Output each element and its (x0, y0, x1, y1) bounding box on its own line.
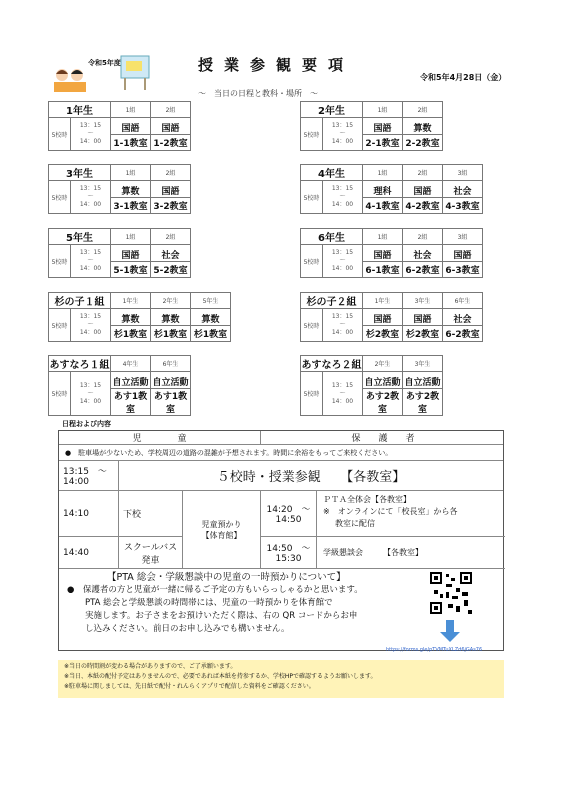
event-date: 令和5年4月28日（金） (420, 73, 507, 82)
group-label: 4年生 (111, 356, 151, 372)
class-table-grade4 (300, 164, 483, 214)
time-range: 13：15 ～ 14：00 (71, 181, 111, 214)
time-range: 13：15 ～ 14：00 (71, 372, 111, 416)
group-label: 1組 (111, 229, 151, 245)
time-range: 13：15 ～ 14：00 (323, 309, 363, 342)
room: 4-1教室 (363, 198, 403, 214)
period-label: 5校時 (301, 118, 323, 151)
period-label: 5校時 (301, 181, 323, 214)
group-label: 6年生 (151, 356, 191, 372)
group-label: 1組 (363, 229, 403, 245)
subject: 自立活動 (111, 372, 151, 389)
class-name: 5年生 (49, 229, 111, 245)
period-label: 5校時 (49, 245, 71, 278)
blackboard-illustration (118, 52, 152, 92)
subject: 算数 (111, 309, 151, 326)
childcare-notice-line: PTA 総会と学級懇談の時間帯には、児童の一時預かりを体育館で (85, 598, 333, 608)
class-name: 杉の子２組 (301, 293, 363, 309)
children-column-header: 児 童 (59, 431, 261, 444)
schedule-header-row (59, 431, 503, 445)
class-name: あすなろ２組 (301, 356, 363, 372)
class-table-asunaro2 (300, 355, 443, 416)
time-range: 13：15 ～ 14：00 (323, 245, 363, 278)
subject: 国語 (443, 245, 483, 262)
subject: 自立活動 (151, 372, 191, 389)
note-line: ※当日の時間割が変わる場合がありますので、ご了承願います。 (64, 663, 237, 670)
room: 1-1教室 (111, 135, 151, 151)
subject: 自立活動 (403, 372, 443, 389)
period-label: 5校時 (49, 118, 71, 151)
period-label: 5校時 (301, 245, 323, 278)
parents-column-header: 保 護 者 (351, 434, 415, 444)
time-1450: 14:50 ～ 15:30 (261, 537, 317, 569)
room: 6-2教室 (403, 262, 443, 278)
room: 4-3教室 (443, 198, 483, 214)
subject: 算数 (403, 118, 443, 135)
group-label: 2組 (151, 165, 191, 181)
room: 6-3教室 (443, 262, 483, 278)
group-label: 2年生 (363, 356, 403, 372)
group-label: 1組 (363, 102, 403, 118)
leave-school: 下校 (119, 491, 183, 537)
notes-box (58, 660, 504, 698)
pta-meeting: ＰＴＡ全体会【各教室】 ※ オンラインにて「校長室」から各 教室に配信 (317, 491, 505, 537)
room: 3-1教室 (111, 198, 151, 214)
slot-time: 13:15 ～ 14:00 (59, 461, 119, 490)
room: 杉2教室 (363, 326, 403, 342)
class-name: 1年生 (49, 102, 111, 118)
time-range: 13：15 ～ 14：00 (323, 118, 363, 151)
subject: 国語 (151, 181, 191, 198)
group-label: 1年生 (363, 293, 403, 309)
time-range: 13：15 ～ 14：00 (71, 309, 111, 342)
parking-note: ● 駐車場が少ないため、学校周辺の道路の混雑が予想されます。時間に余裕をもってご来校ください。 (59, 445, 503, 461)
class-table-grade6 (300, 228, 483, 278)
group-label: 2組 (403, 102, 443, 118)
subject: 国語 (363, 309, 403, 326)
subject: 国語 (363, 118, 403, 135)
time-range: 13：15 ～ 14：00 (71, 245, 111, 278)
group-label: 3年生 (403, 293, 443, 309)
subject: 算数 (111, 181, 151, 198)
room: 4-2教室 (403, 198, 443, 214)
children-illustration (52, 66, 88, 94)
subject: 国語 (403, 181, 443, 198)
room: 杉1教室 (151, 326, 191, 342)
group-label: 2組 (151, 229, 191, 245)
period-label: 5校時 (49, 372, 71, 416)
class-name: 2年生 (301, 102, 363, 118)
childcare-notice-title: 【PTA 総会・学級懇談中の児童の一時預かりについて】 (107, 572, 346, 583)
period-label: 5校時 (301, 372, 323, 416)
class-table-sugi2 (300, 292, 483, 342)
subject: 社会 (443, 309, 483, 326)
subject: 自立活動 (363, 372, 403, 389)
page-title: 授業参観要項 (198, 56, 355, 74)
group-label: 5年生 (191, 293, 231, 309)
class-table-grade3 (48, 164, 191, 214)
group-label: 1年生 (111, 293, 151, 309)
group-label: 3組 (443, 165, 483, 181)
subject: 社会 (403, 245, 443, 262)
room: あす1教室 (151, 389, 191, 416)
group-label: 1組 (363, 165, 403, 181)
school-year-label: 令和5年度 (88, 59, 121, 67)
class-table-grade2 (300, 101, 443, 151)
childcare-notice-line: し込みください。前日のお申し込みでも構いません。 (85, 624, 290, 634)
class-name: 杉の子１組 (49, 293, 111, 309)
class-name: あすなろ１組 (49, 356, 111, 372)
note-line: ※駐車場に関しましては、先日紙で配付・れんらくアプリで配信した資料をご確認ください。 (64, 683, 315, 690)
room: 5-2教室 (151, 262, 191, 278)
page-subtitle: ～ 当日の日程と教科・場所 ～ (198, 89, 318, 98)
qr-code-icon[interactable] (428, 570, 474, 616)
room: 2-1教室 (363, 135, 403, 151)
schedule-table (58, 430, 504, 651)
class-table-grade1 (48, 101, 191, 151)
group-label: 1組 (111, 102, 151, 118)
childcare-gym: 児童預かり 【体育館】 (183, 491, 261, 569)
class-name: 3年生 (49, 165, 111, 181)
room: 杉2教室 (403, 326, 443, 342)
room: 6-1教室 (363, 262, 403, 278)
subject: 社会 (443, 181, 483, 198)
time-range: 13：15 ～ 14：00 (323, 372, 363, 416)
class-table-asunaro1 (48, 355, 191, 416)
subject: 国語 (151, 118, 191, 135)
slot-lesson-row (59, 461, 503, 491)
lesson-event: ５校時・授業参観 【各教室】 (216, 470, 406, 485)
period-label: 5校時 (49, 309, 71, 342)
time-range: 13：15 ～ 14：00 (323, 181, 363, 214)
room: 1-2教室 (151, 135, 191, 151)
room: 3-2教室 (151, 198, 191, 214)
time-1420: 14:20 ～ 14:50 (261, 491, 317, 537)
group-label: 2組 (151, 102, 191, 118)
period-label: 5校時 (49, 181, 71, 214)
room: 6-2教室 (443, 326, 483, 342)
subject: 国語 (403, 309, 443, 326)
group-label: 2組 (403, 229, 443, 245)
subject: 国語 (111, 118, 151, 135)
subject: 算数 (191, 309, 231, 326)
room: 2-2教室 (403, 135, 443, 151)
room: 杉1教室 (191, 326, 231, 342)
school-bus: スクールバス 発車 (119, 537, 183, 569)
group-label: 6年生 (443, 293, 483, 309)
class-table-grade5 (48, 228, 191, 278)
time-range: 13：15 ～ 14：00 (71, 118, 111, 151)
childcare-notice-line: 実施します。お子さまをお預けいただく際は、右の QR コードからお申 (85, 611, 358, 621)
form-url-link[interactable]: https://forms.gle/pTVMTuXLZd6jGAs76 (386, 647, 483, 653)
subject: 算数 (151, 309, 191, 326)
class-name: 6年生 (301, 229, 363, 245)
note-line: ※当日、本紙の配付予定はありませんので、必要であれば本紙を持参するか、学校HPで確認するようお願いします。 (64, 673, 377, 680)
subject: 国語 (111, 245, 151, 262)
room: 杉1教室 (111, 326, 151, 342)
group-label: 2組 (403, 165, 443, 181)
schedule-label: 日程および内容 (62, 420, 111, 428)
subject: 社会 (151, 245, 191, 262)
class-meeting: 学級懇談会 【各教室】 (317, 537, 505, 569)
down-arrow-icon (440, 620, 460, 642)
room: あす2教室 (363, 389, 403, 416)
room: あす1教室 (111, 389, 151, 416)
class-name: 4年生 (301, 165, 363, 181)
group-label: 2年生 (151, 293, 191, 309)
group-label: 1組 (111, 165, 151, 181)
time-1410: 14:10 (59, 491, 119, 537)
subject: 理科 (363, 181, 403, 198)
group-label: 3組 (443, 229, 483, 245)
room: あす2教室 (403, 389, 443, 416)
room: 5-1教室 (111, 262, 151, 278)
childcare-notice-line: ● 保護者の方と児童が一緒に帰るご予定の方もいらっしゃるかと思います。 (67, 585, 363, 595)
group-label: 3年生 (403, 356, 443, 372)
period-label: 5校時 (301, 309, 323, 342)
subject: 国語 (363, 245, 403, 262)
time-1440: 14:40 (59, 537, 119, 569)
class-table-sugi1 (48, 292, 231, 342)
